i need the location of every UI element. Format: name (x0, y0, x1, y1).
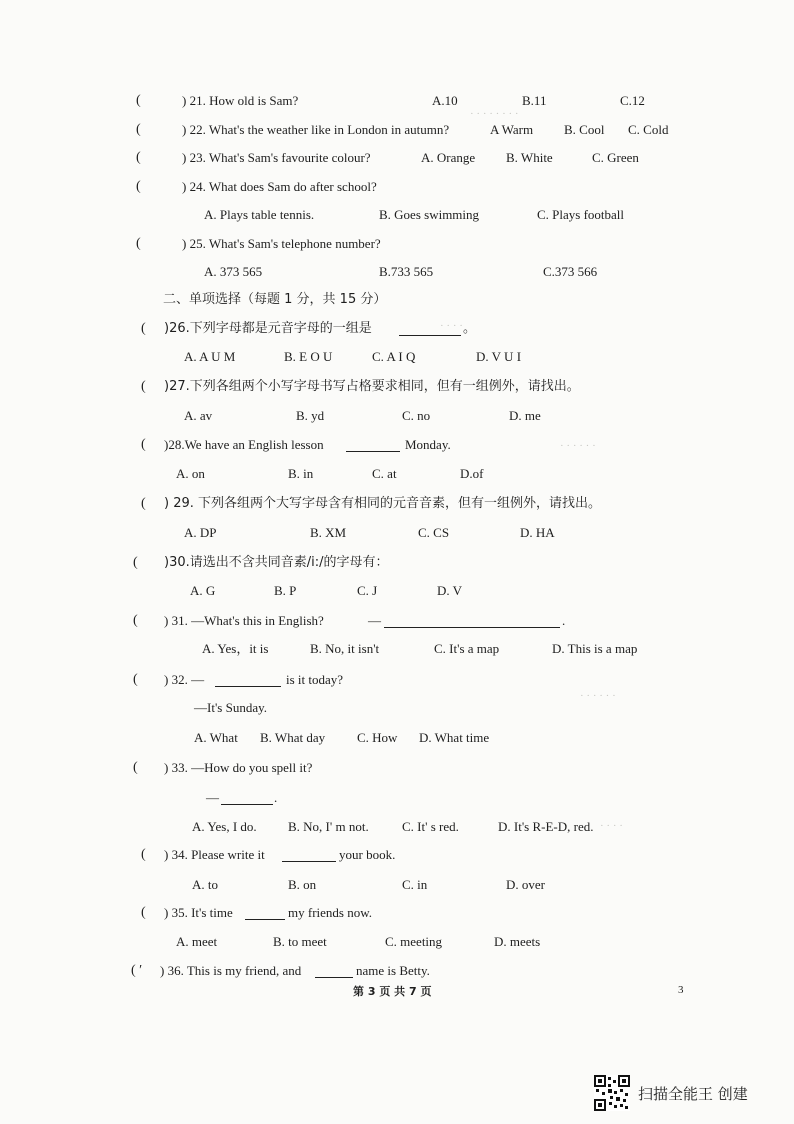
answer-end: . (274, 790, 278, 805)
bleed-through-text: · · · · · · (560, 440, 596, 452)
answer-bracket[interactable]: ( (133, 555, 138, 570)
option-b: B. What day (260, 730, 326, 745)
answer-bracket[interactable]: ( (133, 672, 138, 687)
option-b: B. No, it isn't (310, 641, 380, 656)
answer-bracket[interactable]: ( (133, 613, 138, 628)
section-title: 二、单项选择（每题 1 分，共 15 分） (163, 292, 387, 307)
option-a: A. meet (176, 934, 218, 949)
option-b: B. No, I' m not. (288, 819, 369, 834)
option-a: A. 373 565 (204, 264, 263, 279)
question-32-options (0, 727, 794, 749)
answer-bracket[interactable]: ( (133, 760, 138, 775)
question-text: ) 23. What's Sam's favourite colour? (182, 150, 371, 165)
option-a: A. on (176, 466, 205, 481)
option-a: A Warm (490, 122, 534, 137)
question-30 (0, 552, 794, 574)
option-c: C. meeting (385, 934, 443, 949)
option-d: D. meets (494, 934, 541, 949)
question-32-answer (0, 697, 794, 719)
qr-code-icon (594, 1075, 630, 1111)
bleed-through-text: · · · · (440, 320, 463, 332)
scanner-watermark (594, 1075, 784, 1113)
option-a: A. Yes, I do. (192, 819, 257, 834)
answer-blank[interactable] (399, 321, 461, 336)
answer-blank[interactable] (221, 790, 273, 805)
answer-bracket[interactable]: ( (136, 179, 141, 194)
answer-bracket[interactable]: ( (141, 379, 146, 394)
option-d: D. me (509, 408, 541, 423)
question-27 (0, 376, 794, 398)
option-b: B.733 565 (379, 264, 434, 279)
question-31 (0, 610, 794, 632)
question-27-options (0, 405, 794, 427)
question-29 (0, 493, 794, 515)
option-c: C. Green (592, 150, 639, 165)
option-c: C. Plays football (537, 207, 625, 222)
option-b: B. in (288, 466, 314, 481)
option-d: D.of (460, 466, 484, 481)
answer-bracket[interactable]: ( (141, 321, 146, 336)
bleed-through-text: · · · · · · · · (470, 108, 519, 120)
option-a: A. What (194, 730, 238, 745)
question-29-options (0, 522, 794, 544)
question-30-options (0, 580, 794, 602)
option-b: B. White (506, 150, 553, 165)
answer-bracket[interactable]: ( (141, 437, 146, 452)
question-25-options (0, 261, 794, 283)
question-text: )26.下列字母都是元音字母的一组是 (164, 321, 372, 336)
bleed-through-text: · · · · (600, 820, 623, 832)
question-28 (0, 434, 794, 456)
question-31-options (0, 638, 794, 660)
option-c: C. It' s red. (402, 819, 459, 834)
question-34-options (0, 874, 794, 896)
question-text: ) 24. What does Sam do after school? (182, 179, 377, 194)
option-a: A. DP (184, 525, 217, 540)
option-c: C. no (402, 408, 431, 423)
option-b: B. Cool (564, 122, 605, 137)
answer-bracket[interactable]: ( (141, 847, 146, 862)
option-a: A. Plays table tennis. (204, 207, 315, 222)
question-21 (0, 90, 794, 112)
question-32 (0, 669, 794, 691)
answer-text: —It's Sunday. (194, 700, 267, 715)
question-28-options (0, 463, 794, 485)
option-c: C. CS (418, 525, 450, 540)
option-b: B. XM (310, 525, 347, 540)
answer-bracket[interactable]: ( (136, 150, 141, 165)
option-d: D. This is a map (552, 641, 638, 656)
question-24-options (0, 204, 794, 226)
option-a: A. A U M (184, 349, 236, 364)
bleed-through-text: · · · · · · (580, 690, 616, 702)
answer-dash: — (368, 613, 381, 628)
option-c: C. A I Q (372, 349, 416, 364)
scanner-label: 扫描全能王 创建 (638, 1085, 748, 1103)
question-35 (0, 902, 794, 924)
question-33 (0, 757, 794, 779)
answer-bracket[interactable]: ( (141, 905, 146, 920)
question-26-options (0, 346, 794, 368)
page-footer: 第 3 页 共 7 页 (353, 985, 432, 998)
option-b: B. to meet (273, 934, 327, 949)
option-c: C. in (402, 877, 428, 892)
answer-bracket[interactable]: ( (141, 496, 146, 511)
answer-blank[interactable] (215, 672, 281, 687)
page-number: 3 (678, 984, 684, 996)
option-a: A. Orange (421, 150, 476, 165)
answer-bracket[interactable]: ( (136, 93, 141, 108)
option-c: C.373 566 (543, 264, 598, 279)
answer-bracket[interactable]: ( (136, 236, 141, 251)
answer-blank[interactable] (282, 847, 336, 862)
option-b: B. P (274, 583, 297, 598)
question-text: ) 29. 下列各组两个大写字母含有相同的元音音素，但有一组例外，请找出。 (164, 496, 602, 511)
question-text: ) 35. It's time (164, 905, 233, 920)
question-end: 。 (463, 321, 477, 336)
option-c: C. J (357, 583, 378, 598)
question-text: ) 31. —What's this in English? (164, 613, 324, 628)
option-d: D. HA (520, 525, 555, 540)
option-c: C.12 (620, 93, 645, 108)
question-35-options (0, 931, 794, 953)
question-text: ) 34. Please write it (164, 847, 265, 862)
option-a: A. G (190, 583, 216, 598)
answer-blank[interactable] (245, 905, 285, 920)
option-d: D. What time (419, 730, 490, 745)
question-text: ) 33. —How do you spell it? (164, 760, 313, 775)
question-25 (0, 233, 794, 255)
option-d: D. It's R-E-D, red. (498, 819, 594, 834)
question-36 (0, 960, 794, 982)
option-b: B.11 (522, 93, 547, 108)
question-text: )27.下列各组两个小写字母书写占格要求相同，但有一组例外，请找出。 (164, 379, 580, 394)
option-c: C. Cold (628, 122, 669, 137)
question-text-end: my friends now. (288, 905, 373, 920)
question-text-end: your book. (339, 847, 396, 862)
question-33-answer (0, 787, 794, 809)
option-a: A.10 (432, 93, 458, 108)
option-a: A. av (184, 408, 213, 423)
question-26 (0, 318, 794, 340)
option-d: D. V (437, 583, 463, 598)
question-34 (0, 844, 794, 866)
answer-bracket[interactable]: ( (136, 122, 141, 137)
option-c: C. It's a map (434, 641, 500, 656)
option-b: B. on (288, 877, 317, 892)
question-text: ) 21. How old is Sam? (182, 93, 299, 108)
option-a: A. Yes，it is (202, 641, 269, 656)
question-22 (0, 119, 794, 141)
option-c: C. at (372, 466, 397, 481)
question-text: )28.We have an English lesson (164, 437, 324, 452)
option-a: A. to (192, 877, 218, 892)
option-d: D. over (506, 877, 545, 892)
option-b: B. E O U (284, 349, 333, 364)
question-text: ) 25. What's Sam's telephone number? (182, 236, 381, 251)
question-text: ) 22. What's the weather like in London in autumn? (182, 122, 450, 137)
answer-blank[interactable] (346, 437, 400, 452)
question-text-end: name is Betty. (356, 963, 430, 978)
answer-blank[interactable] (384, 613, 560, 628)
question-text: ) 32. — (164, 672, 205, 687)
question-text: )30.请选出不含共同音素/i:/的字母有： (164, 555, 389, 570)
question-text-end: is it today? (286, 672, 344, 687)
question-24 (0, 176, 794, 198)
section-heading (0, 289, 794, 311)
option-b: B. Goes swimming (379, 207, 480, 222)
option-b: B. yd (296, 408, 325, 423)
question-23 (0, 147, 794, 169)
answer-bracket[interactable]: ( ′ (131, 963, 143, 978)
answer-end: . (562, 613, 566, 628)
answer-dash: — (206, 790, 219, 805)
answer-blank[interactable] (315, 963, 353, 978)
question-33-options (0, 816, 794, 838)
question-text-end: Monday. (405, 437, 451, 452)
question-text: ) 36. This is my friend, and (160, 963, 302, 978)
option-d: D. V U I (476, 349, 522, 364)
option-c: C. How (357, 730, 398, 745)
